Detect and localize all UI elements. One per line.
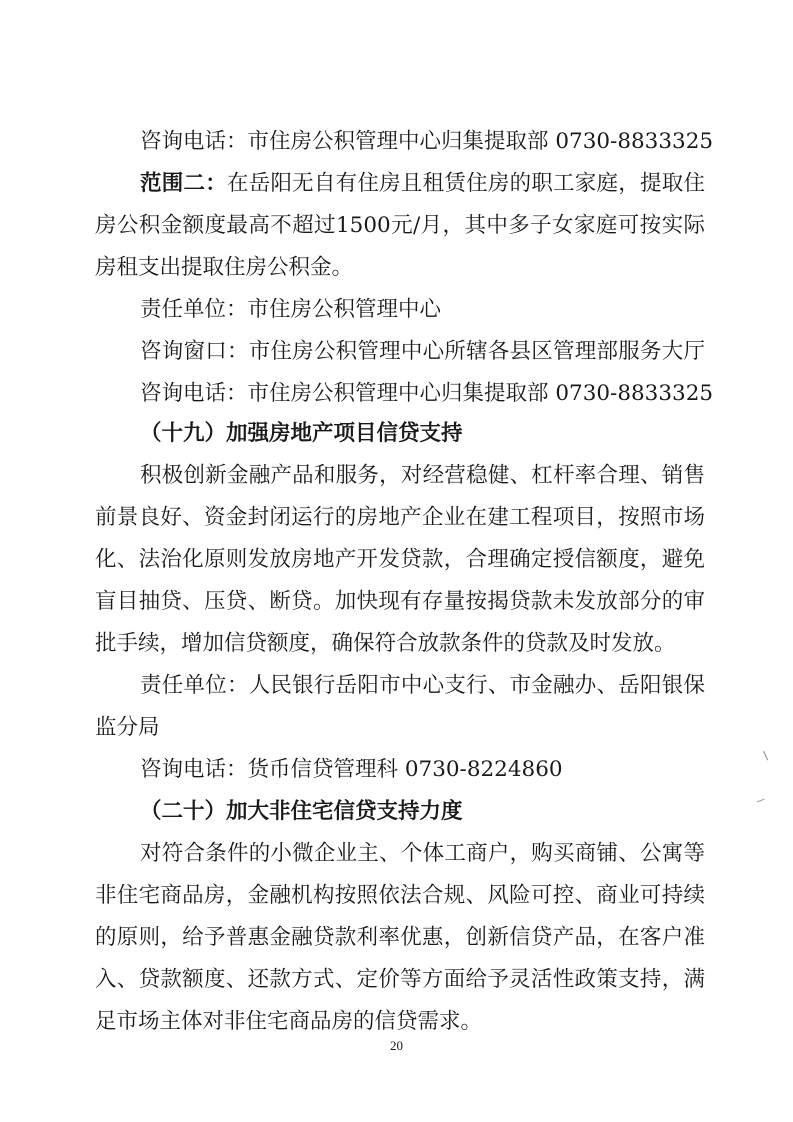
para-20-line-5: 足市场主体对非住宅商品房的信贷需求。 <box>95 1009 483 1034</box>
scope-two-text: 在岳阳无自有住房且租赁住房的职工家庭，提取住 <box>226 171 705 196</box>
para-20-line-4: 入、贷款额度、还款方式、定价等方面给予灵活性政策支持，满 <box>95 967 705 992</box>
para-20-line-2: 非住宅商品房，金融机构按照依法合规、风险可控、商业可持续 <box>95 883 705 908</box>
responsible-unit-line-2: 责任单位：人民银行岳阳市中心支行、市金融办、岳阳银保 <box>140 673 705 698</box>
consult-phone-line-1: 咨询电话：市住房公积管理中心归集提取部 0730-8833325 <box>140 129 714 154</box>
scope-two-label: 范围二： <box>140 171 227 196</box>
responsible-unit-line-2-cont: 监分局 <box>95 715 160 740</box>
para-20-line-1: 对符合条件的小微企业主、个体工商户，购买商铺、公寓等 <box>140 841 705 866</box>
consult-phone-line-3: 咨询电话：货币信贷管理科 0730-8224860 <box>140 757 563 782</box>
consult-phone-line-2: 咨询电话：市住房公积管理中心归集提取部 0730-8833325 <box>140 381 714 406</box>
para-19-line-3: 化、法治化原则发放房地产开发贷款，合理确定授信额度，避免 <box>95 547 705 572</box>
para-19-line-2: 前景良好、资金封闭运行的房地产企业在建工程项目，按照市场 <box>95 505 705 530</box>
page-number: 20 <box>390 1038 403 1053</box>
responsible-unit-line-1: 责任单位：市住房公积管理中心 <box>140 297 442 322</box>
section-heading-20: （二十）加大非住宅信贷支持力度 <box>140 799 463 824</box>
consult-window-line: 咨询窗口：市住房公积管理中心所辖各县区管理部服务大厅 <box>140 339 705 364</box>
para-20-line-3: 的原则，给予普惠金融贷款利率优惠，创新信贷产品，在客户准 <box>95 925 705 950</box>
para-19-line-4: 盲目抽贷、压贷、断贷。加快现有存量按揭贷款未发放部分的审 <box>95 589 705 614</box>
section-heading-19: （十九）加强房地产项目信贷支持 <box>140 421 463 446</box>
scope-two-line-2: 房公积金额度最高不超过1500元/月，其中多子女家庭可按实际 <box>95 213 705 238</box>
scope-two-line-1 <box>140 164 705 204</box>
para-19-line-5: 批手续，增加信贷额度，确保符合放款条件的贷款及时发放。 <box>95 631 676 656</box>
para-19-line-1: 积极创新金融产品和服务，对经营稳健、杠杆率合理、销售 <box>140 463 705 488</box>
scope-two-line-3: 房租支出提取住房公积金。 <box>95 255 354 280</box>
scan-mark <box>763 750 771 761</box>
scan-mark <box>757 799 766 805</box>
